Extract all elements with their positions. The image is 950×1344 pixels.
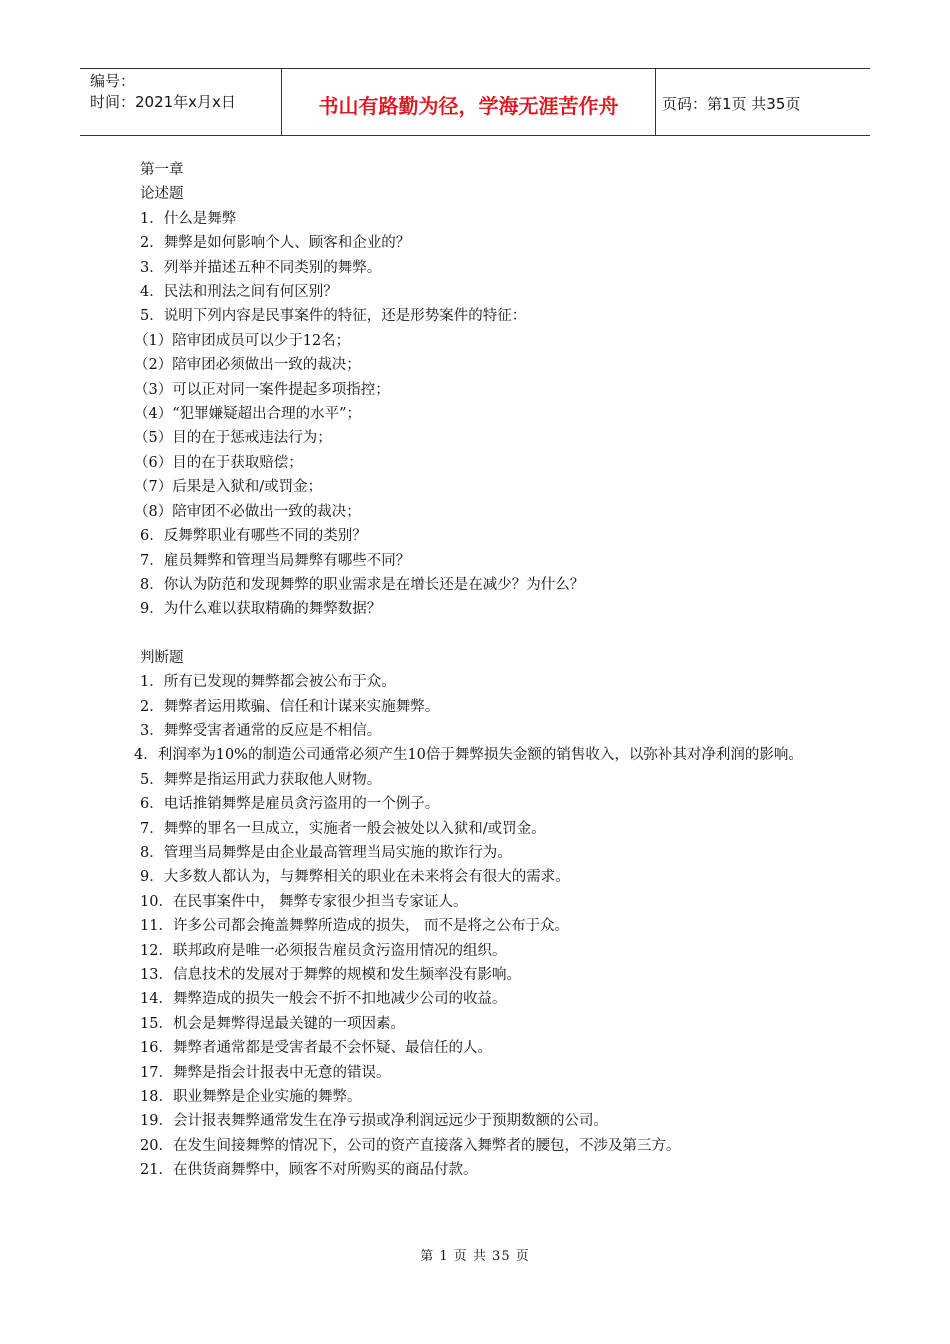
essay-subitem: （7）后果是入狱和/或罚金； — [134, 479, 323, 496]
essay-item: 1．什么是舞弊 — [140, 210, 237, 227]
judgment-item: 12．联邦政府是唯一必须报告雇员贪污盗用情况的组织。 — [140, 942, 507, 959]
essay-subitem: （2）陪审团必须做出一致的裁决； — [134, 357, 361, 374]
essay-item: 5．说明下列内容是民事案件的特征，还是形势案件的特征： — [140, 308, 527, 325]
judgment-item: 3．舞弊受害者通常的反应是不相信。 — [140, 722, 382, 739]
essay-item: 2．舞弊是如何影响个人、顾客和企业的？ — [140, 235, 411, 252]
judgment-item: 8．管理当局舞弊是由企业最高管理当局实施的欺诈行为。 — [140, 844, 512, 861]
essay-item: 4．民法和刑法之间有何区别？ — [140, 284, 338, 301]
chapter-title: 第一章 — [140, 162, 184, 178]
judgment-item: 6．电话推销舞弊是雇员贪污盗用的一个例子。 — [140, 796, 440, 813]
document-body — [134, 158, 820, 1183]
essay-item: 7．雇员舞弊和管理当局舞弊有哪些不同？ — [140, 552, 411, 569]
essay-item: 3．列举并描述五种不同类别的舞弊。 — [140, 259, 382, 276]
page-footer: 第 1 页 共 35 页 — [420, 1249, 530, 1264]
judgment-item: 21．在供货商舞弊中，顾客不对所购买的商品付款。 — [140, 1162, 478, 1179]
judgment-item: 15．机会是舞弊得逞最关键的一项因素。 — [140, 1015, 405, 1032]
essay-subitem: （3）可以正对同一案件提起多项指控； — [134, 381, 390, 398]
document-number-label: 编号： — [90, 72, 136, 90]
judgment-item: 9．大多数人都认为，与舞弊相关的职业在未来将会有很大的需求。 — [140, 869, 570, 886]
judgment-item: 16．舞弊者通常都是受害者最不会怀疑、最信任的人。 — [140, 1040, 492, 1057]
essay-item: 8．你认为防范和发现舞弊的职业需求是在增长还是在减少？为什么？ — [140, 576, 585, 593]
essay-subitem: （4）“犯罪嫌疑超出合理的水平”； — [134, 406, 362, 423]
judgment-item: 20．在发生间接舞弊的情况下，公司的资产直接落入舞弊者的腰包，不涉及第三方。 — [140, 1137, 681, 1154]
judgment-item: 14．舞弊造成的损失一般会不折不扣地减少公司的收益。 — [140, 991, 507, 1008]
judgment-item: 10．在民事案件中， 舞弊专家很少担当专家证人。 — [140, 893, 468, 910]
judgment-item: 19．会计报表舞弊通常发生在净亏损或净利润远远少于预期数额的公司。 — [140, 1113, 608, 1130]
judgment-item: 11．许多公司都会掩盖舞弊所造成的损失， 而不是将之公布于众。 — [140, 918, 570, 935]
header-motto: 书山有路勤为径，学海无涯苦作舟 — [282, 69, 656, 135]
header-meta — [80, 69, 282, 135]
essay-subitem: （1）陪审团成员可以少于12名； — [134, 332, 351, 349]
essay-item: 6．反舞弊职业有哪些不同的类别？ — [140, 528, 367, 545]
judgment-item: 1．所有已发现的舞弊都会被公布于众。 — [140, 674, 396, 691]
judgment-item: 4．利润率为10%的制造公司通常必须产生10倍于舞弊损失金额的销售收入，以弥补其对净利润的影响。 — [134, 747, 803, 764]
document-time-label: 时间：2021年x月x日 — [90, 93, 236, 111]
essay-subitem: （5）目的在于惩戒违法行为； — [134, 430, 332, 447]
judgment-item: 17．舞弊是指会计报表中无意的错误。 — [140, 1064, 391, 1081]
section-gap — [140, 622, 820, 646]
judgment-item: 18．职业舞弊是企业实施的舞弊。 — [140, 1089, 362, 1106]
header-page-info: 页码：第1页 共35页 — [662, 94, 801, 113]
page-header — [80, 68, 870, 136]
judgment-item: 2．舞弊者运用欺骗、信任和计谋来实施舞弊。 — [140, 698, 440, 715]
essay-section-title: 论述题 — [140, 186, 184, 203]
essay-subitem: （8）陪审团不必做出一致的裁决； — [134, 503, 361, 520]
essay-item: 9．为什么难以获取精确的舞弊数据？ — [140, 601, 382, 618]
judgment-item: 7．舞弊的罪名一旦成立，实施者一般会被处以入狱和/或罚金。 — [140, 820, 546, 837]
judgment-item: 5．舞弊是指运用武力获取他人财物。 — [140, 771, 382, 788]
judgment-section-title: 判断题 — [140, 649, 184, 666]
essay-subitem: （6）目的在于获取赔偿； — [134, 454, 303, 471]
judgment-item: 13．信息技术的发展对于舞弊的规模和发生频率没有影响。 — [140, 967, 521, 983]
